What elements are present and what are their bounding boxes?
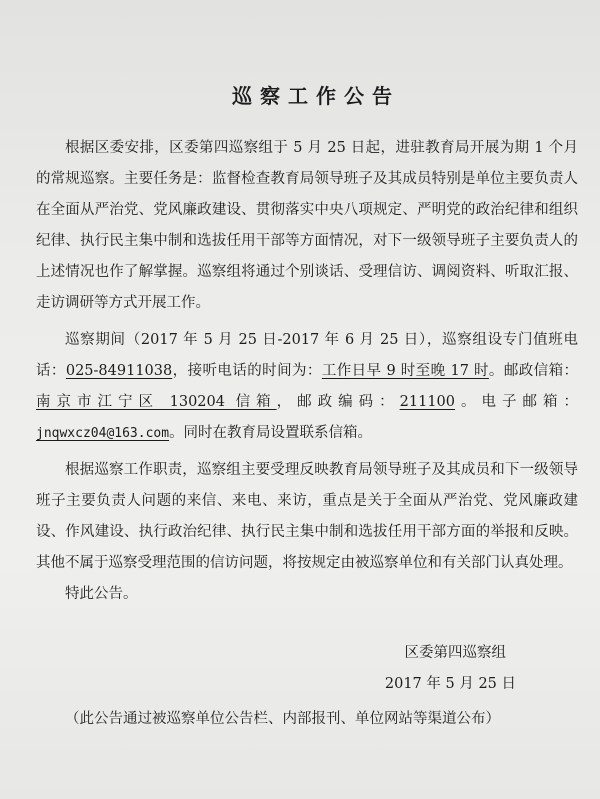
hotline-hours: 工作日早 9 时至晚 17 时 (321, 363, 489, 379)
signature-organization: 区委第四巡察组 (404, 645, 506, 661)
postal-mailbox: 南京市江宁区 130204 信箱 (36, 394, 277, 410)
paragraph-intro: 根据区委安排，区委第四巡察组于 5 月 25 日起，进驻教育局开展为期 1 个月的常规巡察。主要任务是：监督检查教育局领导班子及其成员特别是单位主要负责人在全面从严治党、党风廉政建设、贯彻落实中央八项规定、严明党的政治纪律和组织纪律、执行民主集中制和选拔任用干部等方面情况，对下一级领导班子主要负责人的上述情况也作了解掌握。巡察组将通过个别谈话、受理信访、调阅资料、听取汇报、走访调研等方式开展工作。 (36, 140, 578, 311)
publication-note: （此公告通过被巡察单位公告栏、内部报刊、单位网站等渠道公布） (65, 711, 500, 727)
postal-code: 211100 (399, 394, 455, 410)
contact-text-1: 巡察期间（2017 年 5 月 25 日-2017 年 6 月 25 日），巡察组设专门值班电话： (36, 332, 578, 379)
paragraph-closing: 特此公告。 (65, 586, 138, 602)
contact-text-5: 。电子邮箱： (455, 394, 579, 410)
signature-date: 2017 年 5 月 25 日 (384, 676, 516, 692)
contact-email: jnqwxcz04@163.com (36, 426, 170, 441)
contact-text-6: 。同时在教育局设置联系信箱。 (169, 425, 373, 441)
paragraph-contact (36, 325, 578, 449)
contact-text-4: ，邮政编码： (276, 394, 400, 410)
contact-text-2: ，接听电话的时间为： (172, 363, 322, 379)
hotline-phone: 025-84911038 (65, 363, 173, 379)
document-title: 巡察工作公告 (232, 84, 400, 108)
contact-text-3: 。邮政信箱： (488, 363, 579, 379)
paragraph-scope: 根据巡察工作职责，巡察组主要受理反映教育局领导班子及其成员和下一级领导班子主要负责人问题的来信、来电、来访，重点是关于全面从严治党、党风廉政建设、作风建设、执行政治纪律、执行民主集中制和选拔任用干部方面的举报和反映。其他不属于巡察受理范围的信访问题，将按规定由被巡察单位和有关部门认真处理。 (36, 462, 578, 571)
